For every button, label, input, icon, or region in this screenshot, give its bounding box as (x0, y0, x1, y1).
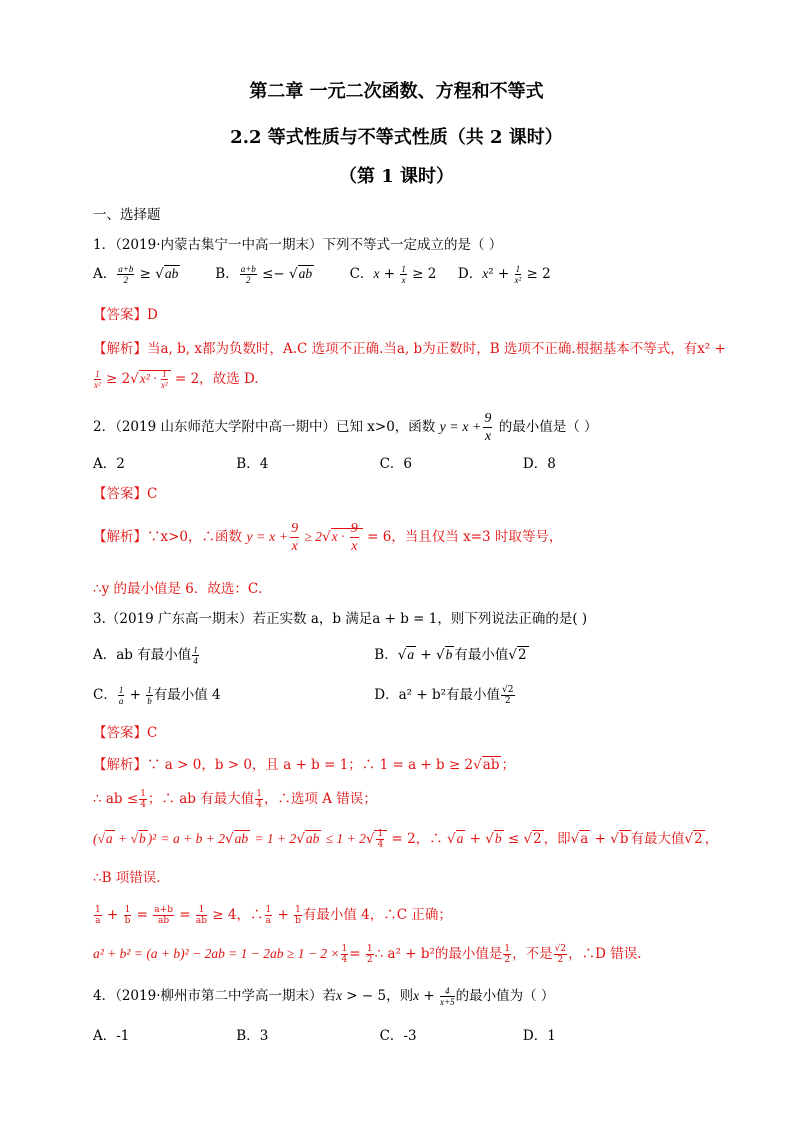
q2-stem: 2．（2019 山东师范大学附中高一期中）已知 x>0，函数 y = x + $\frac{9}{x}$ 的最小值是（ ） (93, 411, 598, 444)
q2-option-d: D．8 (522, 456, 556, 472)
q2-option-a: A．2 (93, 456, 125, 472)
q3-explanation-line6: a² + b² = (a + b)² − 2ab = 1 − 2ab ≥ 1 − 2 × $\frac{1}{4}$ = $\frac{1}{2}$ ∴ a² + b²的最小值是 $\frac{1}{2}$ ，不是 $\frac{√2}{2}$ ，∴D 错误. (93, 944, 642, 965)
q3-explanation-line4: ∴B 项错误. (93, 870, 161, 886)
chapter-title: 第二章 一元二次函数、方程和不等式 (249, 81, 544, 102)
q4-options (93, 1024, 556, 1044)
section-title: 2.2 等式性质与不等式性质（共 2 课时） (230, 127, 563, 148)
q1-option-d: D．x² + $\frac{1}{\text{x²}}$ ≥ 2 (457, 264, 551, 285)
q3-answer: 【答案】C (93, 725, 158, 741)
lesson-title: （第 1 课时） (338, 166, 455, 187)
q4-option-a: A．-1 (93, 1028, 130, 1044)
q1-option-c: C．x + $\frac{1}{x}$ ≥ 2 (349, 264, 437, 285)
q3-options-row2 (93, 683, 516, 706)
q1-option-a: A． $\frac{a+b}{2}$ ≥ √ab (93, 264, 179, 285)
q2-explanation-line2: ∴y 的最小值是 6．故选：C． (93, 581, 272, 597)
q3-explanation-line3: (√a + √b )² = a + b + 2√ab = 1 + 2√ab ≤ 1 + 2√ $\frac{1}{4}$ = 2，∴ √a + √b ≤ √2 ，即√a + √b 有最大值√2 ， (93, 829, 719, 850)
q2-option-b: B．4 (236, 456, 269, 472)
q1-option-b: B． $\frac{a+b}{2}$ ≤− √ab (215, 264, 313, 285)
q1-stem: 1．（2019·内蒙古集宁一中高一期末）下列不等式一定成立的是（ ） (93, 237, 503, 253)
q1-explanation-line1: 【解析】当a, b, x都为负数时，A.C 选项不正确.当a, b为正数时，B 选项不正确.根据基本不等式，有x² + (93, 341, 726, 357)
q3-option-d: D．a² + b²有最小值 $\frac{√2}{2}$ (374, 685, 514, 706)
q4-option-d: D．1 (522, 1028, 556, 1044)
q4-stem: 4．（2019·柳州市第二中学高一期末）若x > − 5，则x + $\frac{4}{x+5}$ 的最小值为（ ） (93, 986, 555, 1007)
q3-explanation-line2: ∴ ab ≤ $\frac{1}{4}$ ；∴ ab 有最大值 $\frac{1}{4}$ ，∴选项 A 错误； (93, 789, 377, 810)
q2-option-c: C．6 (379, 456, 413, 472)
q3-explanation-line5: $\frac{1}{a}$ + $\frac{1}{b}$ = $\frac{a+b}{ab}$ = $\frac{1}{ab}$ ≥ 4，∴ $\frac{1}{a}$ + $\frac{1}{b}$ 有最小值 4，∴C 正确； (95, 905, 452, 926)
q2-options (93, 452, 556, 472)
q1-answer: 【答案】D (93, 307, 158, 323)
section-label: 一、选择题 (93, 207, 161, 223)
q3-option-c: C． $\frac{1}{a}$ + $\frac{1}{b}$ 有最小值 4 (93, 685, 221, 706)
q2-explanation-line1: 【解析】∵x>0，∴函数 y = x + $\frac{9}{x}$ ≥ 2√x · $\frac{9}{x}$ = 6，当且仅当 x=3 时取等号， (93, 521, 563, 555)
q3-explanation-line1: 【解析】∵ a > 0，b > 0，且 a + b = 1；∴ 1 = a + b ≥ 2√ab ； (93, 757, 515, 773)
q4-option-b: B．3 (236, 1028, 269, 1044)
q3-stem: 3.（2019 广东高一期末）若正实数 a，b 满足a + b = 1，则下列说法正确的是( ) (93, 611, 588, 627)
q2-answer: 【答案】C (93, 486, 158, 502)
q1-options (93, 262, 551, 285)
q3-option-b: B．√a + √b 有最小值√2 (374, 647, 527, 663)
q3-option-a: A．ab 有最小值 $\frac{1}{4}$ (93, 645, 198, 666)
q4-option-c: C．-3 (379, 1028, 417, 1044)
q1-explanation-line2: $\frac{1}{\text{x²}}$ ≥ 2√x² · $\frac{1}{\text{x²}}$ = 2，故选 D. (94, 369, 259, 391)
q3-options-row1 (93, 643, 529, 666)
